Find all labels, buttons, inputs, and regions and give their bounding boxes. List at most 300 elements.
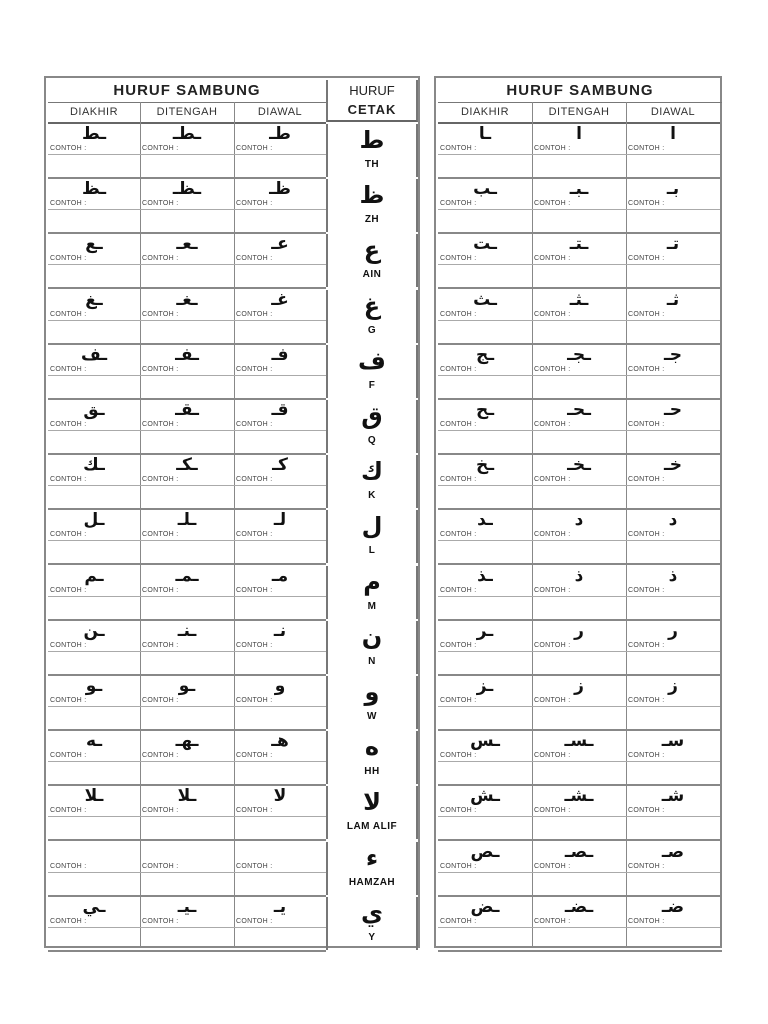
writing-line [234,154,326,155]
letter-cell-awal [626,842,720,895]
latin-name: ZH [364,214,380,226]
letter-cell-awal [626,566,720,619]
letter-form: ا [576,124,582,144]
contoh-label: CONTOH : [628,586,665,594]
writing-line [140,596,234,597]
left-col-diawal: DIAWAL [234,102,326,124]
writing-line [438,264,532,265]
table-row [48,289,381,345]
writing-line [140,816,234,817]
writing-line [48,430,140,431]
letter-form: ـو [85,676,103,696]
latin-name: F [368,379,376,391]
letter-form: ـنـ [177,620,197,641]
contoh-label: CONTOH : [142,917,179,925]
table-row [438,842,722,897]
letter-cell-akhir [438,455,532,508]
latin-name: N [368,655,376,667]
letter-form: ـي [82,896,106,917]
contoh-label: CONTOH : [50,586,87,594]
letter-cell-tengah [532,676,626,729]
contoh-label: CONTOH : [236,531,273,539]
contoh-label: CONTOH : [534,531,571,539]
latin-name: AIN [362,269,382,281]
writing-line [48,209,140,210]
letter-cell-tengah [532,400,626,453]
writing-line [626,430,720,431]
contoh-label: CONTOH : [236,641,273,649]
writing-line [234,540,326,541]
contoh-label: CONTOH : [50,917,87,925]
letter-cell-akhir [438,234,532,287]
letter-form: لـ [273,510,287,531]
contoh-label: CONTOH : [440,421,477,428]
letter-cell-akhir [48,621,140,674]
letter-cell-tengah [532,455,626,508]
letter-form: ـق [83,400,105,420]
letter-form: ـس [470,731,500,752]
table-row [438,345,722,400]
letter-cell-tengah [140,676,234,729]
letter-form: ز [574,676,584,696]
writing-line [48,872,140,873]
letter-form: ـضـ [564,896,594,917]
cetak-cell [326,510,418,563]
letter-form: لا [273,786,287,807]
letter-cell-akhir [48,510,140,563]
contoh-label: CONTOH : [236,862,273,870]
letter-form: يـ [273,896,287,917]
letter-cell-tengah [532,621,626,674]
table-row [48,786,398,841]
letter-cell-akhir [48,124,140,177]
letter-cell-akhir [48,731,140,784]
contoh-label: CONTOH : [440,255,477,263]
letter-form: كـ [272,455,288,476]
cetak-letter: و [364,678,380,706]
writing-line [234,485,326,486]
writing-line [626,154,720,155]
contoh-label: CONTOH : [236,255,273,263]
letter-form: ثـ [666,289,680,310]
letter-cell-akhir [48,345,140,398]
left-table [44,76,420,948]
letter-cell-awal [626,621,720,674]
letter-form: ـسـ [564,731,594,752]
letter-cell-akhir [438,290,532,343]
letter-form: ـهـ [175,731,199,752]
letter-cell-tengah [140,842,234,895]
writing-line [48,375,140,376]
contoh-label: CONTOH : [236,807,273,815]
letter-cell-tengah [532,786,626,839]
contoh-label: CONTOH : [628,752,665,760]
contoh-label: CONTOH : [142,531,179,539]
letter-cell-awal [234,676,326,729]
writing-line [234,706,326,707]
table-row [438,234,722,289]
cetak-cell [326,290,418,343]
contoh-label: CONTOH : [236,476,273,484]
writing-line [438,872,532,873]
letter-cell-tengah [140,124,234,177]
letter-form: سـ [661,731,685,752]
letter-form: ز [668,676,678,696]
writing-line [532,430,626,431]
cetak-header-line2: CETAK [347,102,397,117]
contoh-label: CONTOH : [236,145,273,152]
writing-line [532,651,626,652]
cetak-letter: ف [358,346,386,375]
writing-line [234,927,326,928]
writing-line [140,872,234,873]
letter-form: ـص [470,841,500,862]
cetak-letter: ك [361,457,383,486]
contoh-label: CONTOH : [142,145,179,152]
letter-cell-akhir [438,124,532,177]
writing-line [626,375,720,376]
cetak-letter: ظ [359,181,385,210]
writing-line [48,320,140,321]
latin-name: TH [364,159,380,170]
letter-cell-awal [626,510,720,563]
writing-line [532,264,626,265]
letter-cell-tengah [532,897,626,950]
letter-cell-akhir [438,842,532,895]
contoh-label: CONTOH : [628,255,665,263]
cetak-letter: ء [365,843,379,872]
letter-form [48,842,140,862]
contoh-label: CONTOH : [50,862,87,870]
letter-form: فـ [271,344,289,365]
contoh-label: CONTOH : [628,641,665,649]
letter-form: ـد [477,510,493,531]
writing-line [234,596,326,597]
latin-name: G [367,324,377,336]
table-row [438,400,722,455]
letter-cell-awal [234,124,326,177]
letter-cell-awal [234,345,326,398]
writing-line [48,540,140,541]
letter-form [234,842,326,862]
cetak-cell [326,566,418,619]
writing-line [626,706,720,707]
writing-line [140,154,234,155]
letter-cell-tengah [532,179,626,232]
cetak-letter: ق [361,402,383,430]
writing-line [48,596,140,597]
table-row [48,896,383,952]
writing-line [438,430,532,431]
contoh-label: CONTOH : [534,365,571,373]
writing-line [532,872,626,873]
letter-form: د [574,510,584,531]
contoh-label: CONTOH : [628,531,665,539]
letter-form: ـض [470,896,500,917]
table-row [438,786,722,841]
letter-form: ـخ [475,455,495,476]
cetak-cell [326,400,418,453]
letter-form: ـر [476,620,494,641]
letter-form: ـتـ [569,234,589,255]
table-row [48,842,396,897]
letter-form: ـجـ [567,344,591,365]
letter-form: ـطـ [172,124,202,144]
letter-cell-akhir [48,676,140,729]
letter-form: ـيـ [177,896,197,917]
cetak-cell [326,786,418,839]
contoh-label: CONTOH : [440,752,477,760]
contoh-label: CONTOH : [50,807,87,815]
writing-line [438,485,532,486]
contoh-label: CONTOH : [142,752,179,760]
writing-line [532,761,626,762]
contoh-label: CONTOH : [440,145,477,152]
writing-line [438,816,532,817]
cetak-cell [326,842,418,895]
letter-cell-tengah [532,234,626,287]
contoh-label: CONTOH : [440,200,477,208]
contoh-label: CONTOH : [440,476,477,484]
letter-form: ـظـ [172,179,202,200]
letter-cell-tengah [140,897,234,950]
writing-line [626,320,720,321]
contoh-label: CONTOH : [628,862,665,870]
letter-cell-awal [626,234,720,287]
letter-cell-akhir [438,345,532,398]
table-row [48,124,385,179]
left-col-ditengah: DITENGAH [140,102,234,124]
letter-form: ـقـ [175,400,199,420]
letter-cell-awal [234,566,326,619]
contoh-label: CONTOH : [440,917,477,925]
contoh-label: CONTOH : [534,917,571,925]
letter-cell-akhir [48,842,140,895]
table-row [48,234,382,289]
writing-line [140,761,234,762]
latin-name: HAMZAH [348,876,396,888]
writing-line [532,209,626,210]
contoh-label: CONTOH : [50,752,87,760]
contoh-label: CONTOH : [628,917,665,925]
letter-form: ـمـ [175,565,199,586]
latin-name: LAM ALIF [346,821,398,833]
contoh-label: CONTOH : [534,752,571,760]
contoh-label: CONTOH : [534,476,571,484]
letter-form: ذ [668,565,678,586]
table-row [48,179,385,234]
table-row [48,344,386,400]
writing-line [438,706,532,707]
writing-line [438,927,532,928]
writing-line [140,706,234,707]
contoh-label: CONTOH : [628,697,665,704]
letter-form: ر [668,620,678,641]
letter-cell-tengah [140,234,234,287]
contoh-label: CONTOH : [142,697,179,704]
writing-line [234,651,326,652]
table-row [48,676,380,731]
letter-cell-tengah [532,566,626,619]
contoh-label: CONTOH : [628,365,665,373]
contoh-label: CONTOH : [534,310,571,318]
letter-form: ـثـ [569,289,589,310]
letter-form: قـ [271,400,289,420]
contoh-label: CONTOH : [50,421,87,428]
contoh-label: CONTOH : [440,310,477,318]
letter-form: ـه [85,731,103,752]
letter-form [140,842,234,862]
letter-cell-akhir [48,786,140,839]
letter-cell-tengah [140,731,234,784]
writing-line [438,761,532,762]
letter-form: ـث [473,289,497,310]
contoh-label: CONTOH : [142,200,179,208]
contoh-label: CONTOH : [142,421,179,428]
cetak-cell [326,621,418,674]
contoh-label: CONTOH : [440,586,477,594]
writing-line [626,761,720,762]
cetak-letter: ي [361,898,383,927]
letter-form: ـفـ [175,344,199,365]
table-row [48,455,383,510]
contoh-label: CONTOH : [534,200,571,208]
contoh-label: CONTOH : [50,310,87,318]
writing-line [140,430,234,431]
contoh-label: CONTOH : [440,807,477,815]
letter-cell-tengah [532,510,626,563]
table-row [438,731,722,786]
letter-cell-tengah [532,290,626,343]
latin-name: HH [364,766,380,778]
letter-form: ـك [83,455,105,476]
cetak-letter: غ [363,291,381,320]
letter-form: ـط [81,124,106,144]
contoh-label: CONTOH : [50,531,87,539]
cetak-cell [326,124,418,177]
writing-line [48,927,140,928]
contoh-label: CONTOH : [440,531,477,539]
left-col-diakhir: DIAKHIR [48,102,140,124]
writing-line [140,485,234,486]
letter-form: ـلا [177,786,197,807]
letter-form: ـشـ [564,786,594,807]
contoh-label: CONTOH : [142,862,179,870]
contoh-label: CONTOH : [440,862,477,870]
contoh-label: CONTOH : [628,807,665,815]
letter-form: هـ [271,731,289,752]
letter-form: خـ [663,455,683,476]
cetak-letter: ه [364,733,380,762]
letter-cell-tengah [140,621,234,674]
contoh-label: CONTOH : [534,586,571,594]
letter-form: ـز [476,676,494,696]
letter-form: ضـ [661,896,685,917]
contoh-label: CONTOH : [534,255,571,263]
letter-form: جـ [663,344,683,365]
letter-form: طـ [269,124,291,144]
letter-form: ـبـ [569,179,589,200]
letter-cell-awal [626,731,720,784]
writing-line [626,651,720,652]
contoh-label: CONTOH : [440,641,477,649]
contoh-label: CONTOH : [50,697,87,704]
letter-cell-awal [626,400,720,453]
contoh-label: CONTOH : [440,697,477,704]
letter-cell-awal [626,290,720,343]
writing-line [438,596,532,597]
cetak-cell [326,897,418,950]
latin-name: W [367,711,377,722]
table-row [48,620,383,676]
letter-cell-akhir [48,455,140,508]
writing-line [438,375,532,376]
letter-cell-akhir [48,566,140,619]
writing-line [140,320,234,321]
letter-form: ـل [83,510,105,531]
cetak-cell [326,234,418,287]
table-row [438,124,722,179]
right-table-title: HURUF SAMBUNG [438,80,722,103]
writing-line [626,485,720,486]
writing-line [626,209,720,210]
letter-form: ـف [80,344,108,365]
writing-line [626,540,720,541]
cetak-letter: ن [361,622,383,651]
writing-line [626,872,720,873]
letter-form: تـ [666,234,680,255]
contoh-label: CONTOH : [142,807,179,815]
letter-cell-akhir [48,400,140,453]
letter-cell-tengah [532,345,626,398]
latin-name: K [368,490,376,502]
cetak-cell [326,455,418,508]
latin-name: Q [367,435,377,446]
letter-form: ا [670,124,676,144]
letter-cell-awal [234,290,326,343]
letter-form: شـ [661,786,685,807]
table-row [438,897,722,952]
letter-cell-akhir [438,897,532,950]
contoh-label: CONTOH : [236,310,273,318]
letter-form: ـلا [84,786,104,807]
letter-cell-awal [234,179,326,232]
writing-line [626,816,720,817]
letter-form: ـعـ [176,234,198,255]
letter-cell-awal [234,786,326,839]
letter-form: ر [574,620,584,641]
contoh-label: CONTOH : [142,365,179,373]
letter-cell-akhir [438,566,532,619]
letter-cell-tengah [140,179,234,232]
letter-form: ـم [84,565,104,586]
writing-line [438,540,532,541]
letter-cell-awal [234,234,326,287]
letter-cell-akhir [438,510,532,563]
writing-line [48,651,140,652]
contoh-label: CONTOH : [534,145,571,152]
writing-line [234,375,326,376]
letter-cell-akhir [438,621,532,674]
letter-form: ـظ [81,179,106,200]
writing-line [234,430,326,431]
contoh-label: CONTOH : [236,586,273,594]
letter-cell-akhir [438,786,532,839]
cetak-header-line1: HURUF [349,83,395,98]
left-table-title: HURUF SAMBUNG [48,80,326,103]
table-row [48,400,383,455]
writing-line [140,651,234,652]
